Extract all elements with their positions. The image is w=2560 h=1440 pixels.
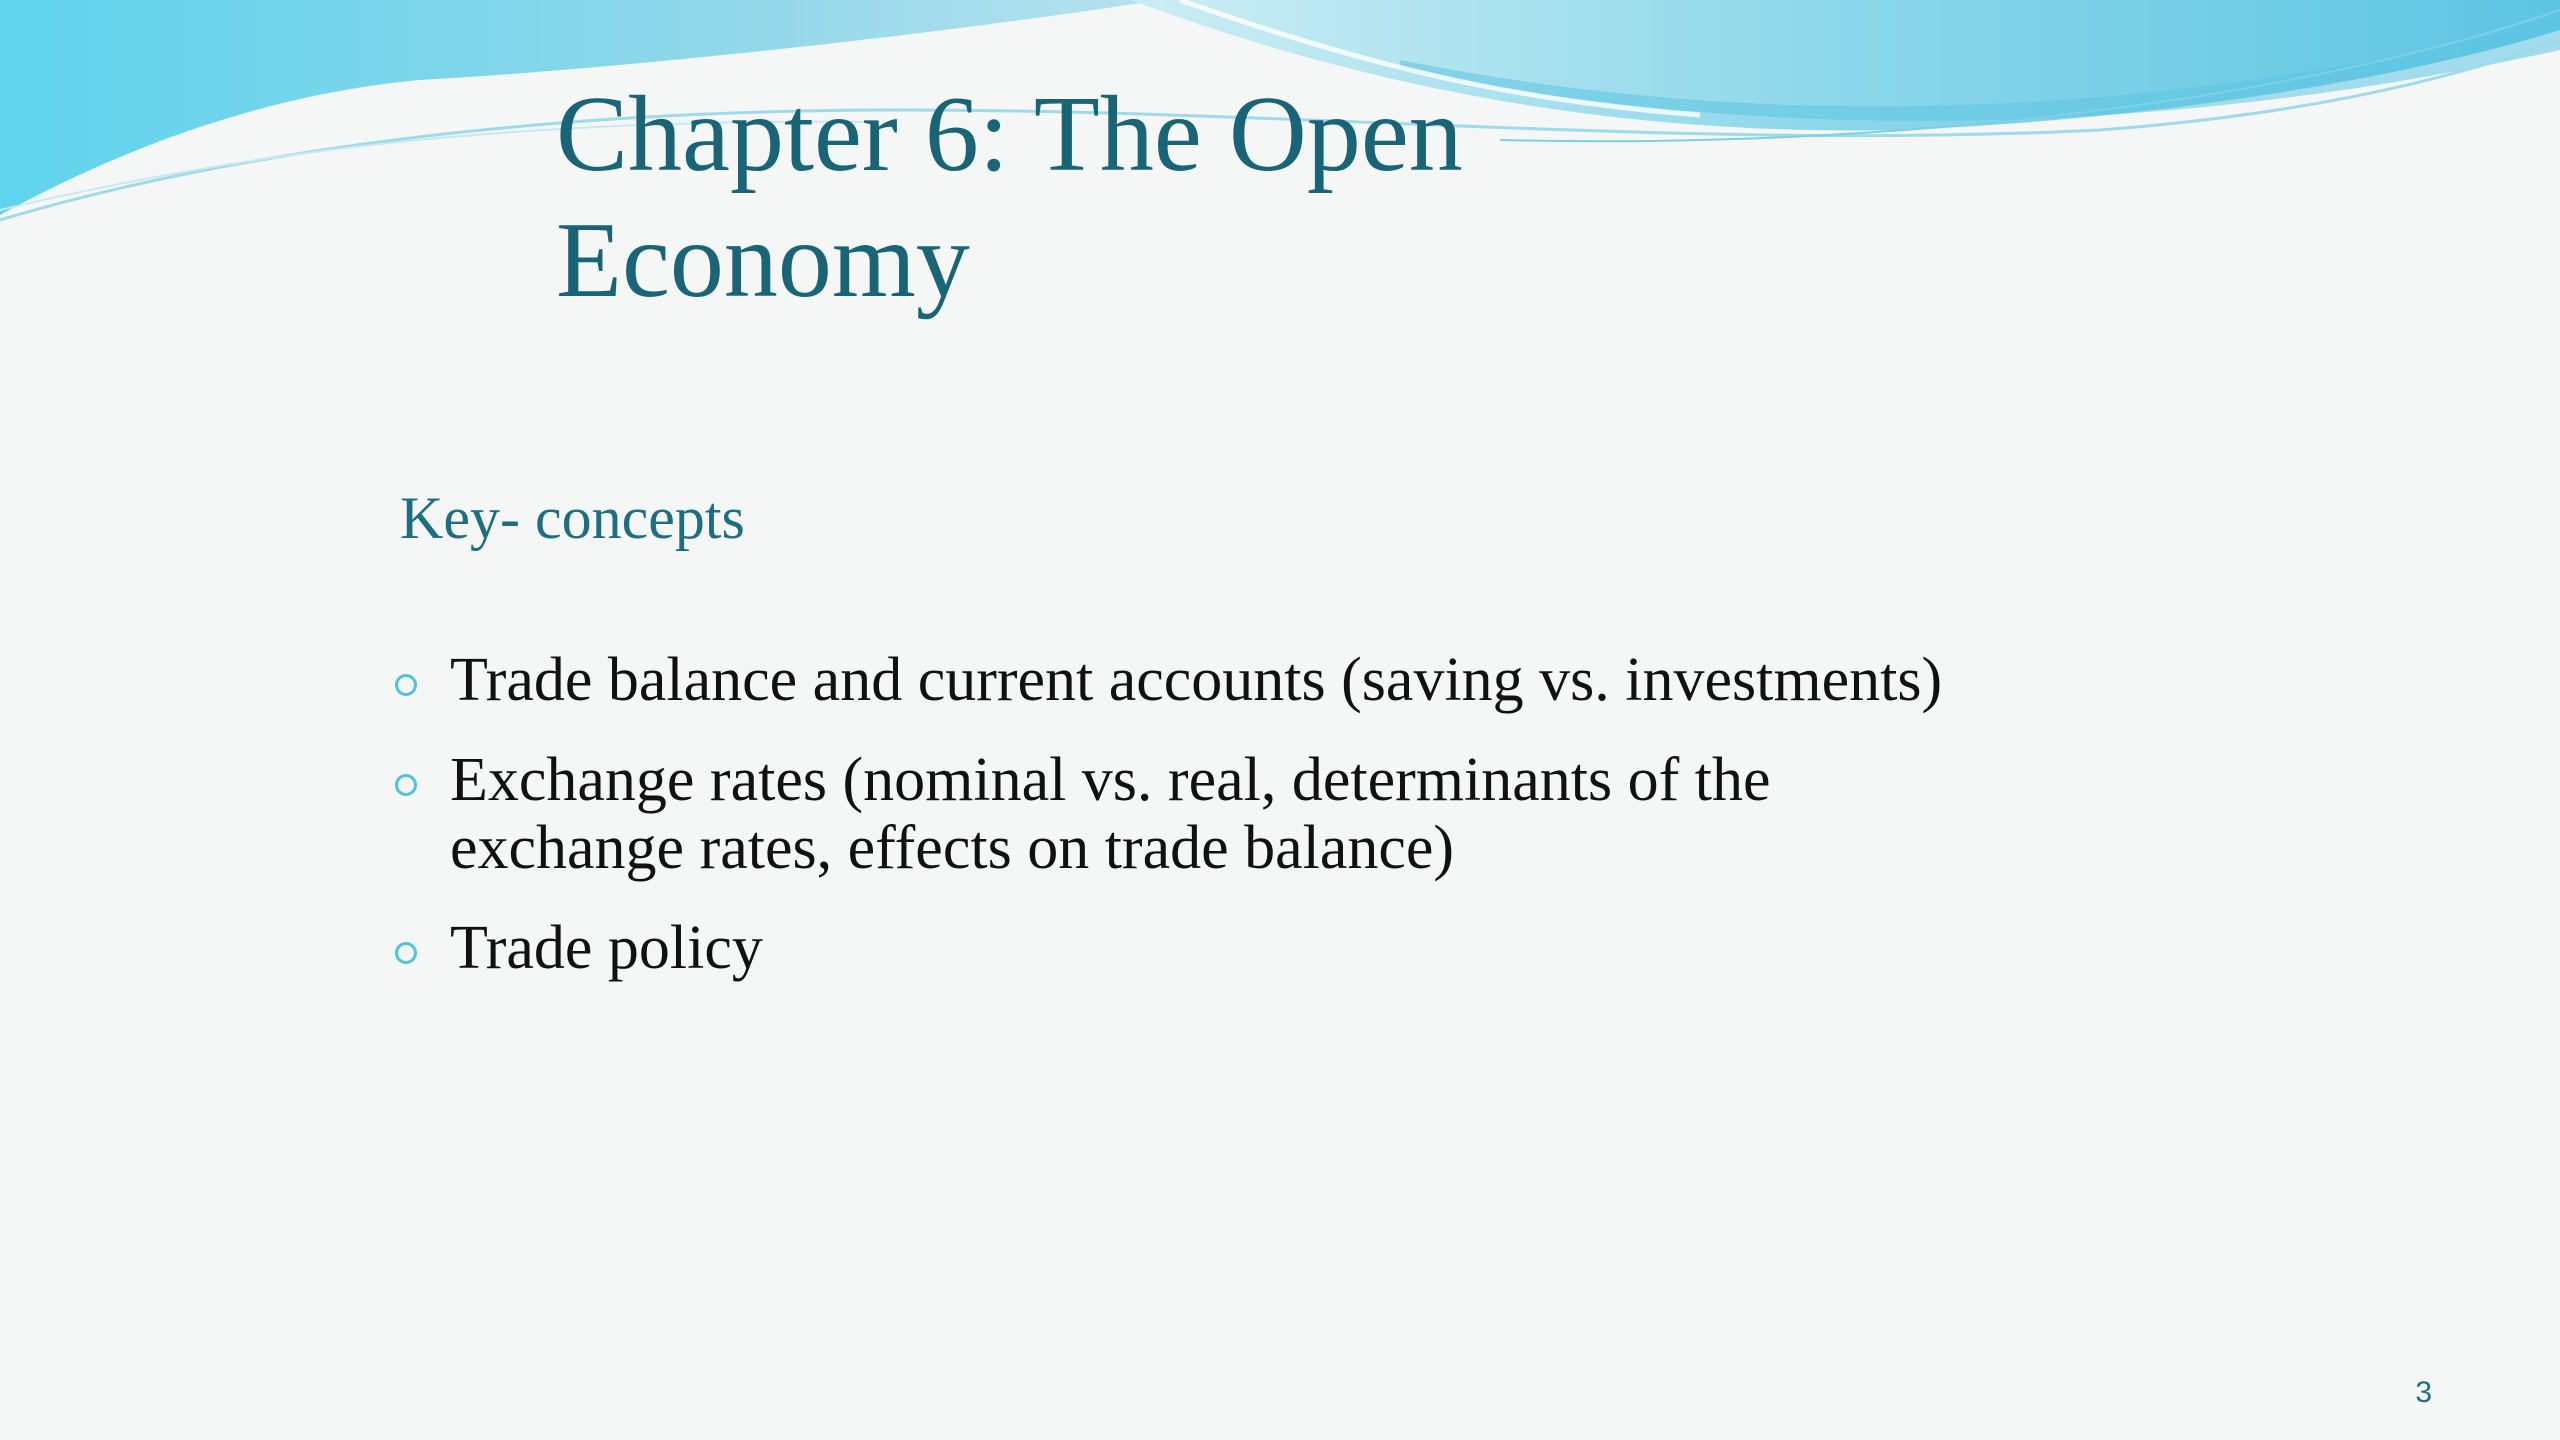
bullet-text: Exchange rates (nominal vs. real, determinants of the exchange rates, effects on trade balance) [450,746,1771,882]
page-number: 3 [2415,1376,2432,1409]
slide-title: Chapter 6: The Open Economy [556,75,1463,320]
circle-bullet-icon [395,942,417,964]
bullet-item [392,746,2012,882]
bullet-list [392,646,2012,1014]
bullet-item [392,646,2012,714]
slide-subtitle: Key- concepts [400,485,745,551]
bullet-item [392,914,2012,982]
circle-bullet-icon [395,774,417,796]
circle-bullet-icon [395,674,417,696]
bullet-text: Trade policy [450,914,763,982]
bullet-text: Trade balance and current accounts (saving vs. investments) [450,646,1943,714]
